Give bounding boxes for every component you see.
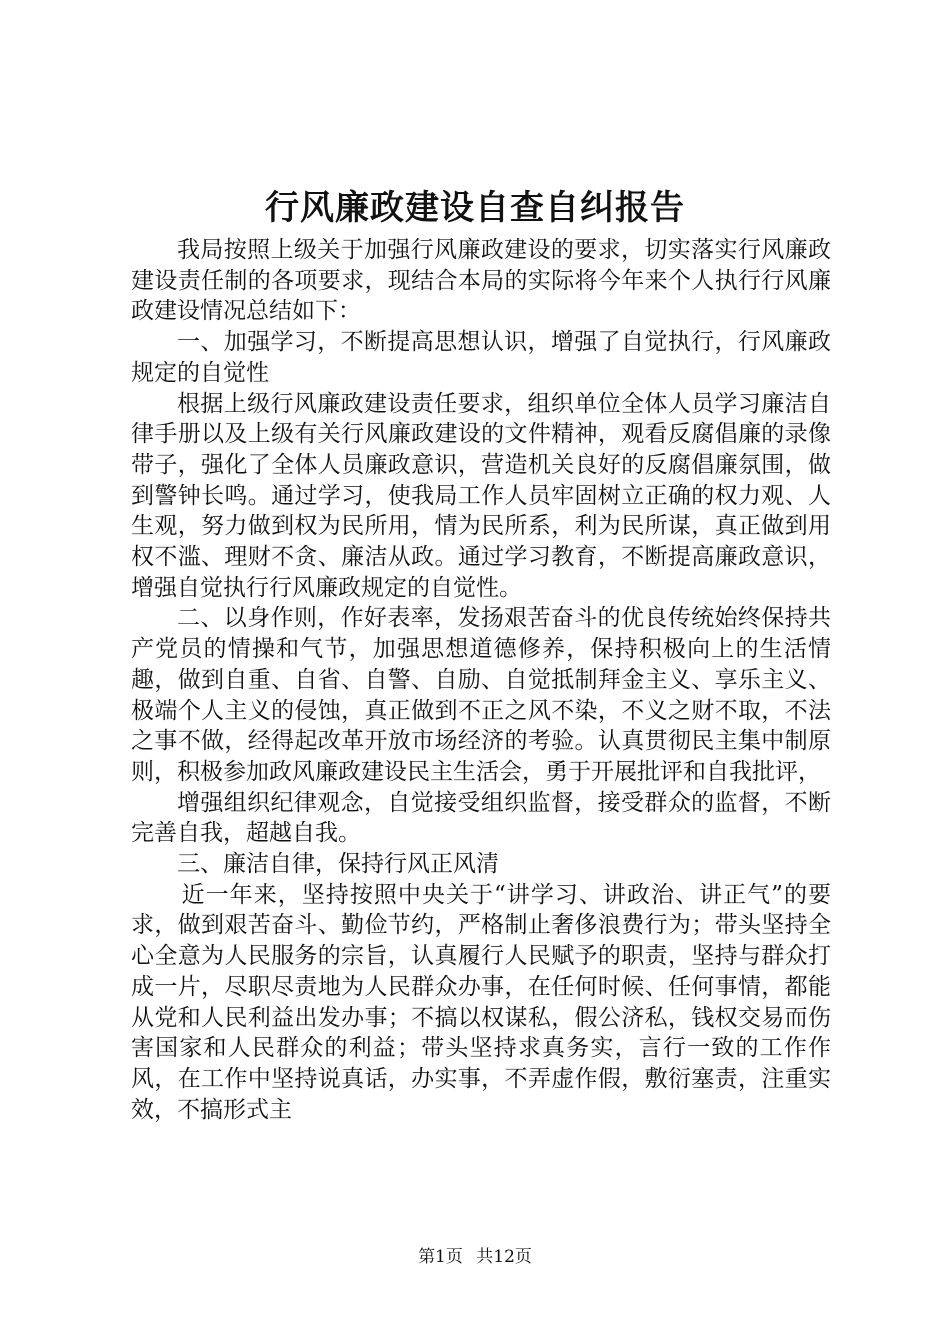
paragraph-section-1: 根据上级行风廉政建设责任要求，组织单位全体人员学习廉洁自律手册以及上级有关行风廉政建设的文件精神，观看反腐倡廉的录像带子，强化了全体人员廉政意识，营造机关良好的反腐倡廉氛围，做到警钟长鸣。通过学习，使我局工作人员牢固树立正确的权力观、人生观，努力做到权为民所用，情为民所系，利为民所谋，真正做到用权不滥、理财不贪、廉洁从政。通过学习教育，不断提高廉政意识，增强自觉执行行风廉政规定的自觉性。 [131,390,831,601]
page-number-total: 共12页 [476,1247,532,1267]
paragraph-section-3: 近一年来，坚持按照中央关于“讲学习、讲政治、讲正气”的要求，做到艰苦奋斗、勤俭节约，严格制止奢侈浪费行为；带头坚持全心全意为人民服务的宗旨，认真履行人民赋予的职责，坚持与群众打成一片，尽职尽责地为人民群众办事，在任何时候、任何事情，都能从党和人民利益出发办事；不搞以权谋私，假公济私，钱权交易而伤害国家和人民群众的利益；带头坚持求真务实，言行一致的工作作风，在工作中坚持说真话，办实事，不弄虚作假，敷衍塞责，注重实效，不搞形式主 [131,881,831,1123]
paragraph-section-2-cont: 增强组织纪律观念，自觉接受组织监督，接受群众的监督，不断完善自我，超越自我。 [131,789,831,847]
document-body [131,235,831,1125]
page-footer [0,1244,950,1270]
page-number-current: 第1页 [418,1247,463,1267]
paragraph-intro: 我局按照上级关于加强行风廉政建设的要求，切实落实行风廉政建设责任制的各项要求，现结合本局的实际将今年来个人执行行风廉政建设情况总结如下： [131,237,831,325]
section-heading-3: 三、廉洁自律，保持行风正风清 [177,851,499,878]
section-heading-2: 二、以身作则，作好表率，发扬艰苦奋斗的优良传统始终保持共产党员的情操和气节，加强思想道德修养，保持积极向上的生活情趣，做到自重、自省、自警、自励、自觉抵制拜金主义、享乐主义、极端个人主义的侵蚀，真正做到不正之风不染，不义之财不取，不法之事不做，经得起改革开放市场经济的考验。认真贯彻民主集中制原则，积极参加政风廉政建设民主生活会，勇于开展批评和自我批评， [131,605,831,785]
document-title: 行风廉政建设自查自纠报告 [265,188,685,228]
section-heading-1: 一、加强学习，不断提高思想认识，增强了自觉执行，行风廉政规定的自觉性 [131,329,831,386]
